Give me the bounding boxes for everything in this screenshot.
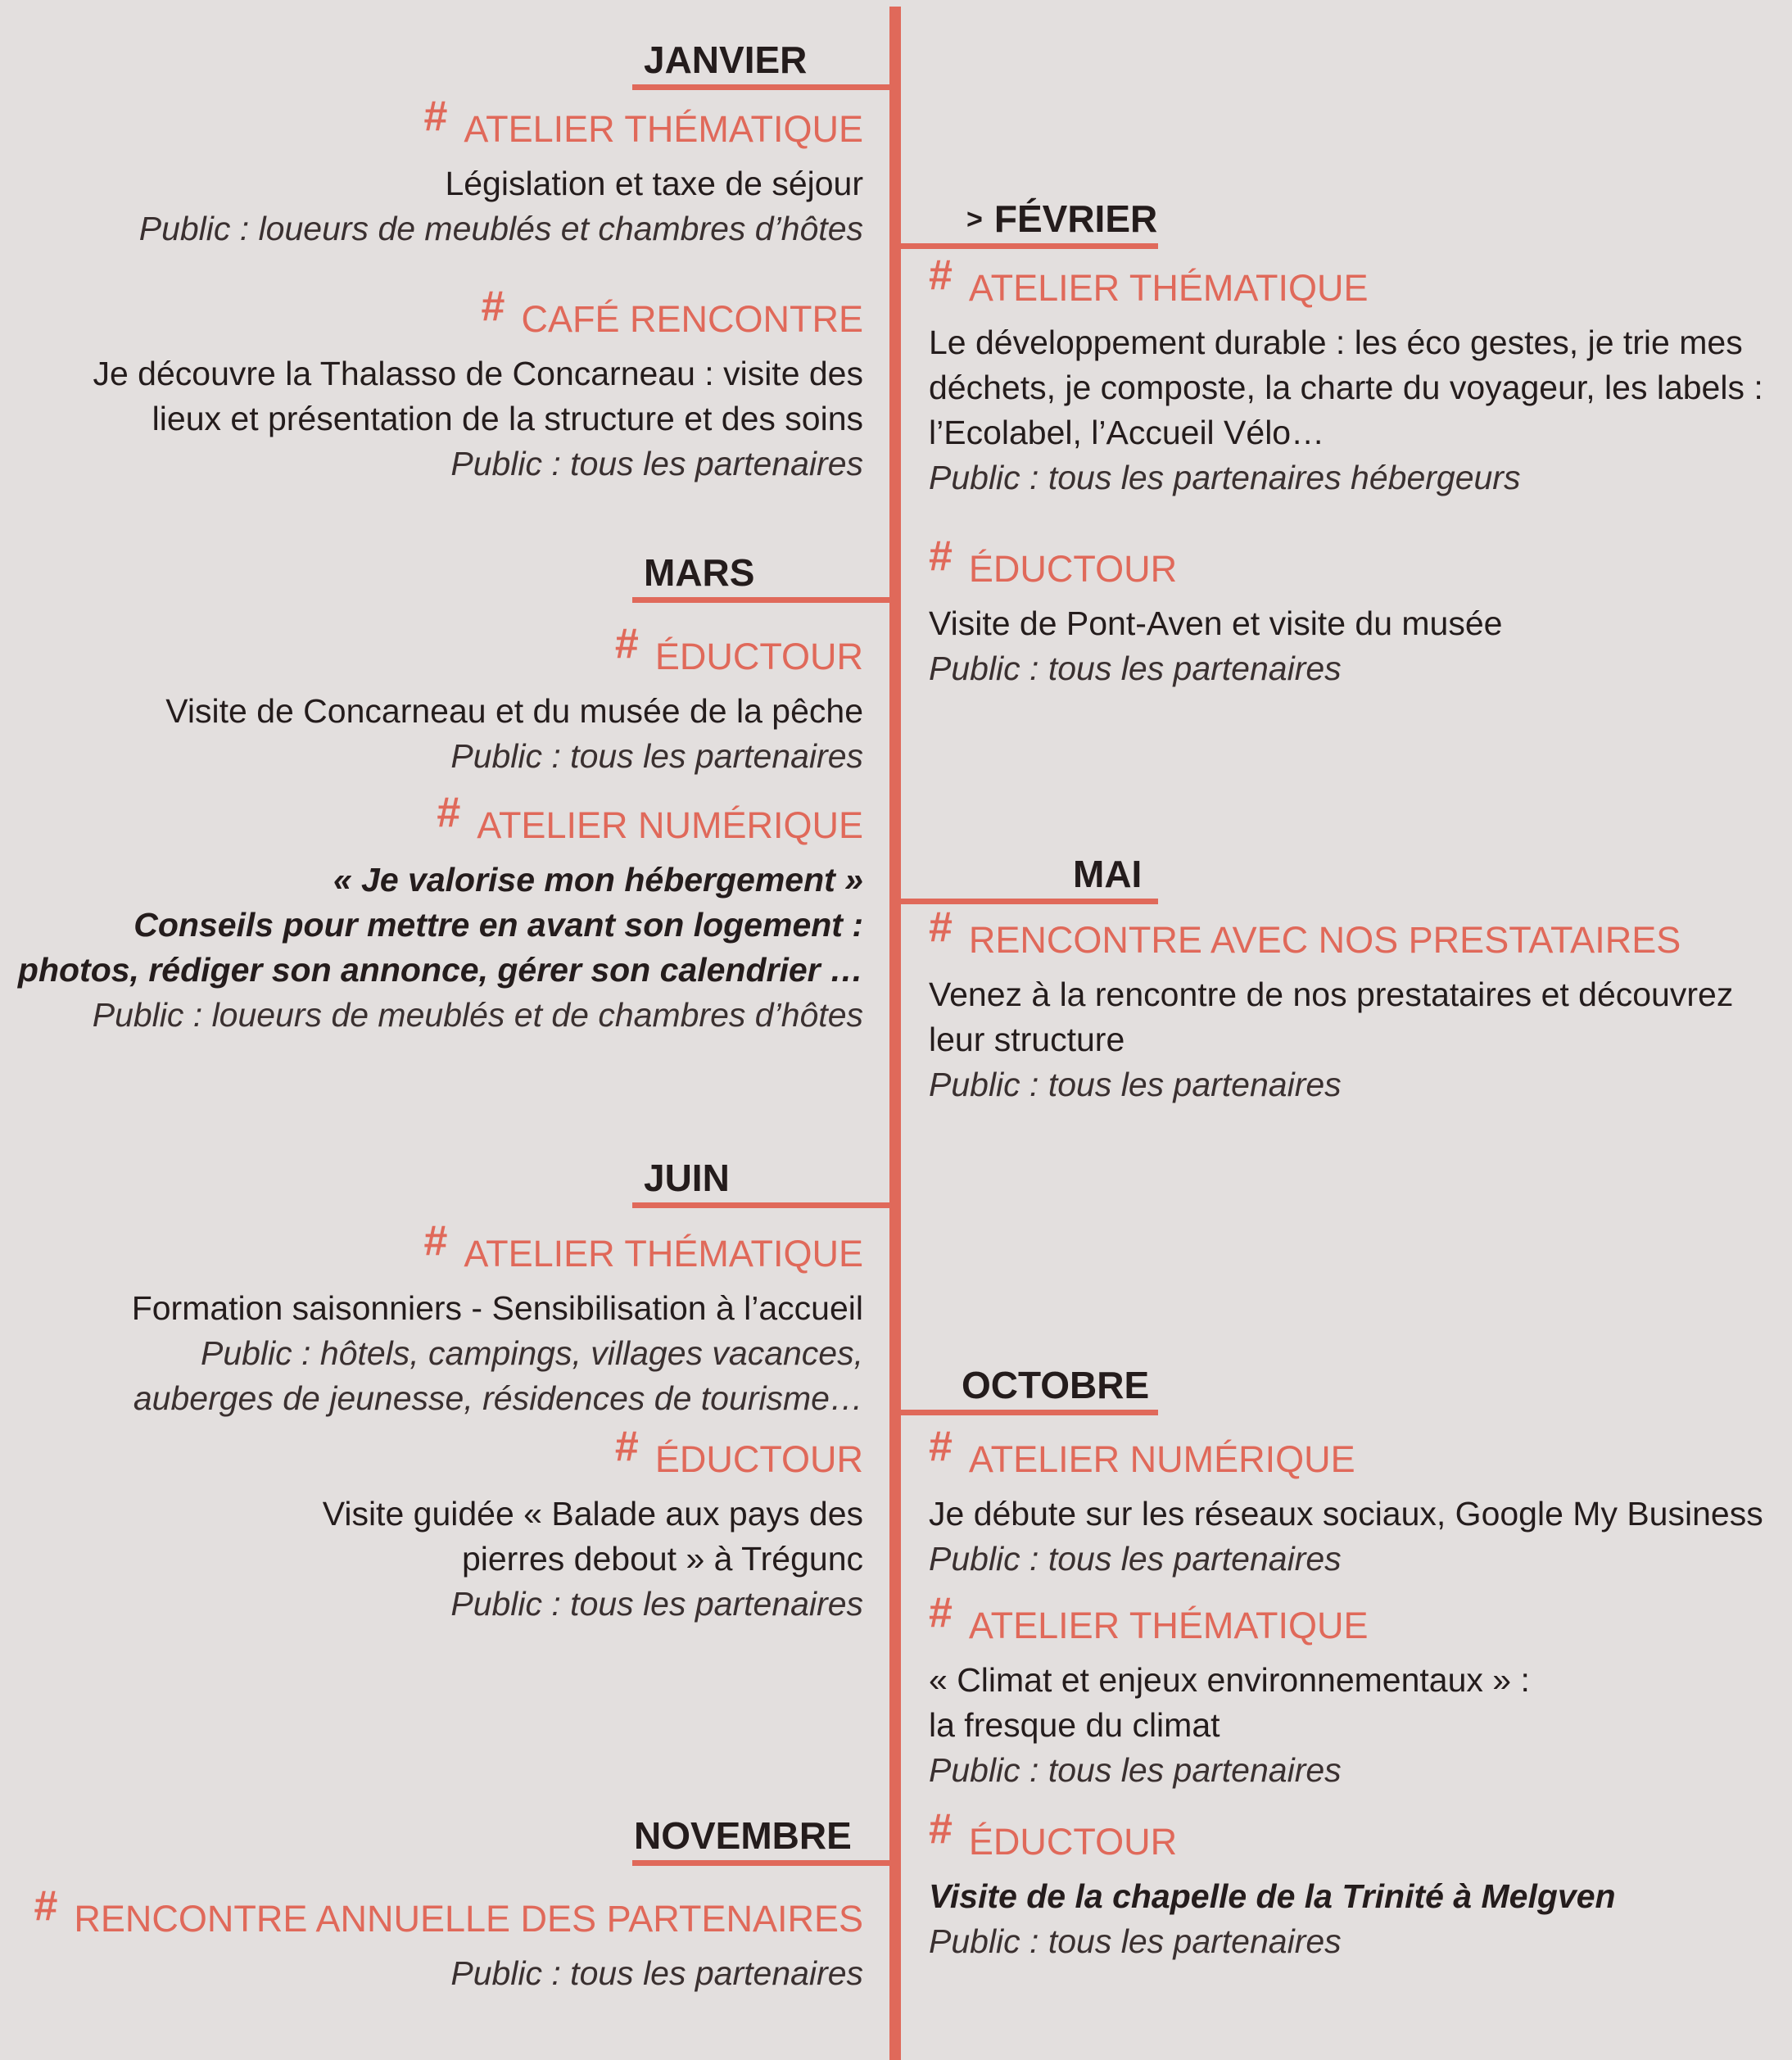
month-mars <box>632 547 893 603</box>
event-category-label: RENCONTRE ANNUELLE DES PARTENAIRES <box>74 1898 863 1940</box>
event-category <box>929 1805 1616 1874</box>
month-fevrier <box>898 197 1158 249</box>
event-category-label: ATELIER NUMÉRIQUE <box>968 1438 1355 1480</box>
month-label: NOVEMBRE <box>634 1814 852 1857</box>
event-category <box>132 1217 863 1286</box>
month-label: OCTOBRE <box>962 1364 1150 1406</box>
hash-icon: # <box>929 251 953 299</box>
event-audience: Public : hôtels, campings, villages vacances, <box>200 1334 863 1372</box>
hash-icon: # <box>437 789 461 836</box>
timeline-spine <box>889 7 901 2060</box>
event-description: Visite de Pont-Aven et visite du musée <box>929 604 1503 642</box>
event-description: Le développement durable : les éco gestes, je trie mes <box>929 324 1743 361</box>
hash-icon: # <box>929 532 953 580</box>
event-description: Formation saisonniers - Sensibilisation à l’accueil <box>131 1289 863 1327</box>
month-octobre <box>898 1363 1158 1415</box>
event-category-label: ÉDUCTOUR <box>968 1821 1178 1863</box>
event-audience: Public : tous les partenaires <box>450 1585 863 1623</box>
event-description: « Climat et enjeux environnementaux » : <box>929 1661 1530 1699</box>
event-description: Visite de Concarneau et du musée de la pêche <box>165 692 863 730</box>
event-description: pierres debout » à Trégunc <box>461 1540 863 1578</box>
month-rule <box>632 1202 893 1208</box>
hash-icon: # <box>929 1805 953 1853</box>
hash-icon: # <box>614 1423 639 1470</box>
event-description: Législation et taxe de séjour <box>445 165 863 202</box>
month-juin <box>632 1151 893 1208</box>
event-audience: Public : tous les partenaires <box>450 1954 863 1992</box>
hash-icon: # <box>34 1882 58 1930</box>
event-audience: Public : loueurs de meublés et de chambres d’hôtes <box>92 996 863 1034</box>
month-rule <box>898 243 1158 249</box>
event-category <box>165 620 863 689</box>
event-category-label: ATELIER THÉMATIQUE <box>464 108 863 150</box>
event-entry <box>165 620 863 779</box>
event-audience: Public : loueurs de meublés et chambres d’hôtes <box>138 210 863 247</box>
event-description: l’Ecolabel, l’Accueil Vélo… <box>929 414 1325 451</box>
event-entry <box>138 93 863 251</box>
event-entry <box>929 251 1763 500</box>
event-entry <box>929 532 1503 691</box>
event-category <box>929 251 1763 320</box>
event-entry <box>929 1805 1616 1964</box>
hash-icon: # <box>481 283 505 330</box>
event-entry <box>322 1423 863 1627</box>
event-category <box>929 532 1502 601</box>
month-mai <box>898 852 1158 904</box>
event-category <box>929 1423 1763 1492</box>
event-audience: Public : tous les partenaires <box>450 445 863 482</box>
event-audience: Public : tous les partenaires <box>929 1751 1342 1789</box>
event-entry <box>929 1423 1763 1582</box>
hash-icon: # <box>929 1589 953 1637</box>
event-entry <box>93 283 863 487</box>
month-rule <box>632 597 893 603</box>
event-audience: auberges de jeunesse, résidences de tourisme… <box>133 1379 863 1417</box>
event-audience: Public : tous les partenaires <box>929 1066 1342 1103</box>
hash-icon: # <box>614 620 639 668</box>
event-category-label: ÉDUCTOUR <box>654 636 863 677</box>
event-description: déchets, je composte, la charte du voyageur, les labels : <box>929 369 1763 406</box>
event-category-label: RENCONTRE AVEC NOS PRESTATAIRES <box>968 919 1681 961</box>
event-category <box>323 1423 863 1492</box>
event-category <box>929 903 1733 972</box>
event-category <box>93 283 863 351</box>
month-rule <box>898 1410 1158 1415</box>
event-category-label: ATELIER NUMÉRIQUE <box>477 804 863 846</box>
hash-icon: # <box>423 93 448 140</box>
event-description: Venez à la rencontre de nos prestataires et découvrez <box>929 976 1734 1013</box>
event-description: Conseils pour mettre en avant son logement : <box>133 906 863 944</box>
event-audience: Public : tous les partenaires <box>929 650 1342 687</box>
event-description: la fresque du climat <box>929 1706 1220 1744</box>
event-entry <box>17 789 863 1038</box>
event-description: « Je valorise mon hébergement » <box>333 861 863 899</box>
month-rule <box>632 84 893 90</box>
event-category-label: ATELIER THÉMATIQUE <box>968 267 1369 309</box>
month-label: > FÉVRIER <box>966 197 1158 240</box>
chevron-right-icon: > <box>966 204 983 235</box>
event-category <box>18 789 863 858</box>
month-novembre <box>632 1812 893 1866</box>
hash-icon: # <box>929 903 953 951</box>
month-label: MAI <box>1073 853 1143 895</box>
event-entry <box>929 903 1734 1107</box>
event-entry <box>929 1589 1530 1793</box>
event-entry <box>34 1882 864 1996</box>
month-label: JANVIER <box>644 38 808 81</box>
event-category <box>929 1589 1530 1658</box>
event-audience: Public : tous les partenaires <box>929 1922 1342 1960</box>
event-audience: Public : tous les partenaires hébergeurs <box>929 459 1521 496</box>
event-category-label: CAFÉ RENCONTRE <box>521 298 863 340</box>
month-label: MARS <box>644 551 755 594</box>
event-category-label: ATELIER THÉMATIQUE <box>968 1605 1369 1646</box>
event-category <box>139 93 863 161</box>
event-category <box>34 1882 864 1951</box>
month-rule <box>632 1860 893 1866</box>
hash-icon: # <box>423 1217 448 1265</box>
event-description: Visite de la chapelle de la Trinité à Melgven <box>929 1877 1616 1915</box>
event-audience: Public : tous les partenaires <box>929 1540 1342 1578</box>
event-description: leur structure <box>929 1021 1125 1058</box>
event-description: lieux et présentation de la structure et des soins <box>152 400 863 437</box>
month-janvier <box>632 33 893 90</box>
event-description: Je découvre la Thalasso de Concarneau : visite des <box>93 355 863 392</box>
event-category-label: ÉDUCTOUR <box>968 548 1178 590</box>
month-label: JUIN <box>644 1157 730 1199</box>
event-entry <box>131 1217 863 1421</box>
event-description: Je débute sur les réseaux sociaux, Google My Business <box>929 1495 1763 1533</box>
hash-icon: # <box>929 1423 953 1470</box>
event-category-label: ÉDUCTOUR <box>654 1438 863 1480</box>
event-audience: Public : tous les partenaires <box>450 737 863 775</box>
event-description: photos, rédiger son annonce, gérer son calendrier … <box>17 951 863 989</box>
event-description: Visite guidée « Balade aux pays des <box>322 1495 863 1533</box>
event-category-label: ATELIER THÉMATIQUE <box>464 1233 863 1274</box>
